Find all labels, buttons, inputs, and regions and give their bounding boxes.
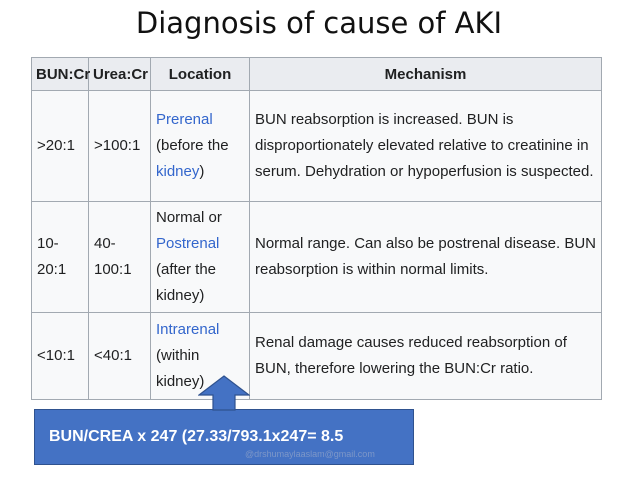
table-row: [32, 91, 602, 202]
header-mechanism: Mechanism: [250, 58, 602, 91]
header-location: Location: [151, 58, 250, 91]
cell-location: [151, 202, 250, 313]
cell-bun-cr: 10-20:1: [32, 202, 89, 313]
cell-urea-cr: <40:1: [89, 313, 151, 400]
prerenal-link[interactable]: Prerenal: [156, 111, 213, 128]
kidney-link[interactable]: kidney: [156, 163, 200, 180]
location-text: (before the: [156, 137, 229, 154]
location-text: (within kidney): [156, 347, 205, 390]
table-row: [32, 313, 602, 400]
cell-bun-cr: <10:1: [32, 313, 89, 400]
cell-location: [151, 91, 250, 202]
cell-mechanism: Normal range. Can also be postrenal disease. BUN reabsorption is within normal limits.: [250, 202, 602, 313]
slide-title: Diagnosis of cause of AKI: [135, 6, 503, 40]
location-text-close: ): [199, 163, 205, 180]
cell-mechanism: BUN reabsorption is increased. BUN is disproportionately elevated relative to creatinine in serum. Dehydration or hypoperfusion is suspected.: [250, 91, 602, 202]
table-header-row: [32, 58, 602, 91]
ratio-calculation: BUN/CREA x 247 (27.33/793.1x247= 8.5: [49, 428, 344, 445]
up-arrow-icon: [198, 375, 250, 411]
intrarenal-link[interactable]: Intrarenal: [156, 321, 220, 338]
aki-table: [31, 57, 602, 400]
cell-mechanism: Renal damage causes reduced reabsorption of BUN, therefore lowering the BUN:Cr ratio.: [250, 313, 602, 400]
header-urea-cr: Urea:Cr: [89, 58, 151, 91]
location-text: Normal or: [156, 209, 222, 226]
cell-urea-cr: 40-100:1: [89, 202, 151, 313]
cell-bun-cr: >20:1: [32, 91, 89, 202]
location-text: (after the kidney): [156, 261, 217, 304]
email-watermark: @drshumaylaaslam@gmail.com: [245, 449, 375, 459]
header-bun-cr: BUN:Cr: [32, 58, 89, 91]
postrenal-link[interactable]: Postrenal: [156, 235, 220, 252]
cell-urea-cr: >100:1: [89, 91, 151, 202]
table-row: [32, 202, 602, 313]
